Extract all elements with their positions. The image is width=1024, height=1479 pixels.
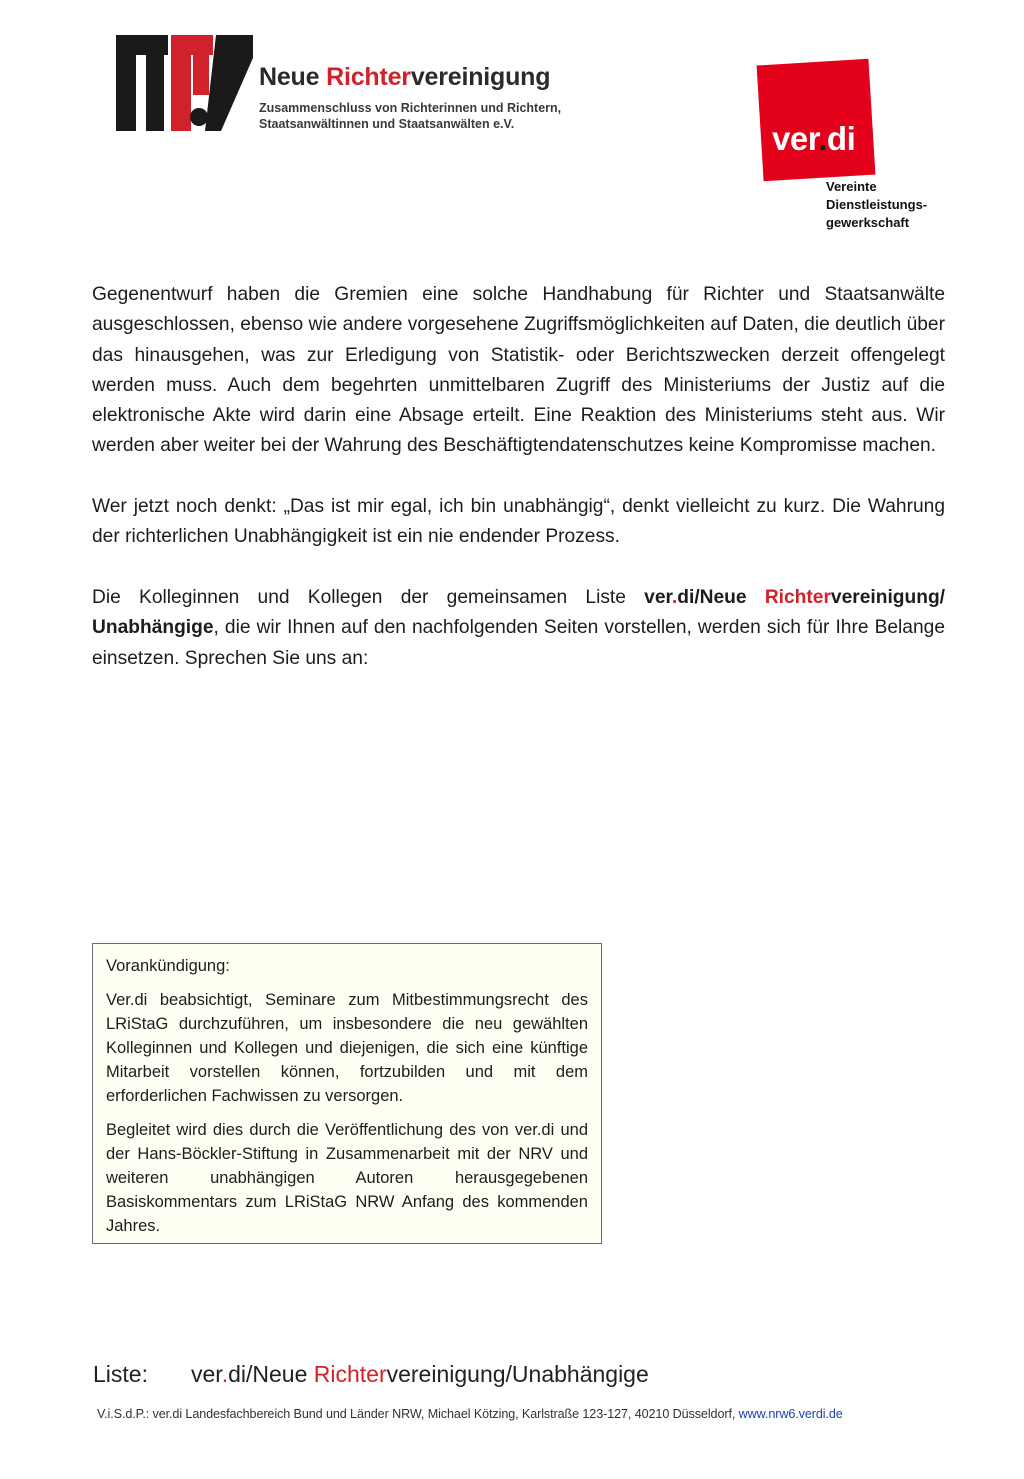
announcement-heading: Vorankündigung: — [106, 957, 230, 975]
paragraph-list-intro: Die Kolleginnen und Kollegen der gemeinsamen Liste ver.di/Neue Richtervereinigung/ Unabhängige, die wir Ihnen auf den nachfolgenden Seiten vorstellen, werden sich für Ihre Belange einsetzen. Sprechen Sie uns an: — [92, 586, 945, 669]
paragraph-independence: Wer jetzt noch denkt: „Das ist mir egal, ich bin unabhängig“, denkt vielleicht zu kurz. Die Wahrung der richterlichen Unabhängigkeit ist ein nie endender Prozess. — [92, 496, 945, 548]
paragraph-data-protection: Gegenentwurf haben die Gremien eine solche Handhabung für Richter und Staatsanwälte ausgeschlossen, ebenso wie andere vorgesehene Zugriffsmöglichkeiten auf Daten, die deutlich über das hinausgehen, was zur Erledigung von Statistik- oder Berichtszwecken derzeit offengelegt werden muss. Auch dem begehrten unmittelbaren Zugriff des Ministeriums der Justiz auf die elektronische Akte wird darin eine Absage erteilt. Eine Reaktion des Ministeriums steht aus. Wir werden aber weiter bei der Wahrung des Beschäftigtendatenschutzes keine Kompromisse machen. — [92, 284, 945, 457]
nrv-logo-mark-icon — [113, 33, 253, 133]
footer-list-label: Liste: — [93, 1361, 148, 1387]
nrv-logo-subtitle: Zusammenschluss von Richterinnen und Richtern, Staatsanwältinnen und Staatsanwälten e.V. — [259, 101, 562, 131]
footer-imprint: V.i.S.d.P.: ver.di Landesfachbereich Bund und Länder NRW, Michael Kötzing, Karlstraße 123-127, 40210 Düsseldorf, www.nrw6.verdi.de — [97, 1407, 843, 1421]
footer-list-name: ver.di/Neue Richtervereinigung/Unabhängige — [191, 1361, 649, 1387]
verdi-logo-word: ver.di — [772, 120, 856, 157]
announcement-box — [92, 943, 602, 1244]
nrv-logo-name: Neue Richtervereinigung — [259, 63, 551, 91]
announcement-commentary: Begleitet wird dies durch die Veröffentlichung des von ver.di und der Hans-Böckler-Stiftung in Zusammenarbeit mit der NRV und weiteren unabhängigen Autoren herausgegebenen Basiskommentars zum LRiStaG NRW Anfang des kommenden Jahres. — [106, 1121, 588, 1235]
list-name: ver.di/Neue Richtervereinigung/ Unabhängige — [92, 586, 945, 639]
website-link[interactable]: www.nrw6.verdi.de — [738, 1407, 843, 1421]
announcement-seminars: Ver.di beabsichtigt, Seminare zum Mitbestimmungsrecht des LRiStaG durchzuführen, um insbesondere die neu gewählten Kolleginnen und Kollegen und diejenigen, die sich eine künftige Mitarbeit vorstellen können, fortzubilden und mit dem erforderlichen Fachwissen zu versorgen. — [106, 991, 588, 1105]
main-text — [92, 280, 945, 704]
verdi-logo-caption: Vereinte Dienstleistungs- gewerkschaft — [826, 179, 928, 230]
nrv-logo — [113, 33, 583, 136]
